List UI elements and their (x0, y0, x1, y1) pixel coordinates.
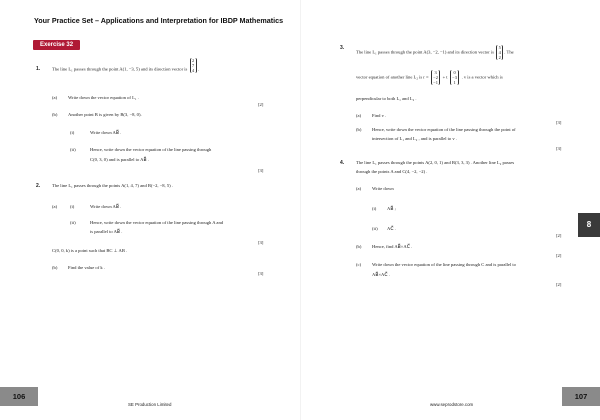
q3-line2a: vector equation of another line L₂ is r = (356, 74, 429, 80)
q3b-marks: [3] (556, 146, 562, 151)
running-header: Your Practice Set – Applications and Interpretation for IBDP Mathematics (34, 16, 284, 25)
q2aii-text2: is parallel to AB⃗ . (90, 229, 123, 234)
q1b-label: (b) (52, 112, 58, 117)
q1a-label: (a) (52, 95, 58, 100)
q2aii-text: Hence, write down the vector equation of the line passing through A and (90, 220, 224, 225)
q1bii-text2: C(0, 3, 0) and is parallel to AB⃗ . (90, 157, 149, 162)
q1bi-text: Write down AB⃗ . (90, 130, 122, 135)
page-gutter (300, 0, 301, 420)
q1bii-label: (ii) (70, 147, 76, 152)
q3-vec-y: 4 (498, 50, 501, 55)
q1bi-label: (i) (70, 130, 75, 135)
q3b-text: Hence, write down the vector equation of the line passing through the point of (372, 127, 516, 132)
q3-v1-x: 3 (434, 70, 437, 75)
q1a-text: Write down the vector equation of L₁ . (68, 95, 139, 100)
q3-v1-y: −2 (433, 75, 438, 80)
q1-vec-z: 4 (192, 68, 195, 73)
q3b-label: (b) (356, 127, 362, 132)
q3-stem-end: . The (504, 49, 514, 55)
q1-vec-y: 7 (192, 63, 195, 68)
question-4-number: 4. (340, 160, 345, 166)
q3-l2-direction-vector (450, 70, 460, 85)
q3-line2c: . v is a vector which is (461, 74, 503, 80)
q3-line2 (356, 70, 503, 85)
q3-vec-x: 5 (498, 45, 501, 50)
q1-stem-text: The line L₁ passes through the point A(1, −3, 5) and its direction vector is (52, 66, 188, 72)
q3-stem-text: The line L₁ passes through the point A(3, −2, −1) and its direction vector is (356, 49, 494, 55)
question-1-stem: The line L₁ passes through the point A(1, −3, 5) and its direction vector is 2 7 4 . (52, 58, 199, 73)
footer-right: www.seprodstore.com (430, 402, 474, 407)
q4a-text: Write down (372, 186, 394, 191)
question-2-number: 2. (36, 183, 41, 189)
q4a-label: (a) (356, 186, 362, 191)
page-number-right: 107 (562, 387, 600, 406)
q3b-text2: intersection of L₁ and L₂ , and is parallel to v . (372, 136, 457, 141)
q1a-marks: [2] (258, 102, 264, 107)
question-3-number: 3. (340, 45, 345, 51)
q3-direction-vector (496, 45, 503, 60)
q2ai-label: (i) (70, 204, 75, 209)
q3-v1-z: −1 (433, 80, 438, 85)
q4ai-text: AB⃗ ; (387, 206, 396, 211)
q2-note: C(0, 0, k) is a point such that BC ⊥ AB . (52, 248, 128, 253)
q4ai-label: (i) (372, 206, 377, 211)
q1b-text: Another point B is given by B(3, −8, 0). (68, 112, 142, 117)
q4c-text: Write down the vector equation of the line passing through C and is parallel to (372, 262, 516, 267)
q2a-label: (a) (52, 204, 58, 209)
q1bii-text: Hence, write down the vector equation of the line passing through (90, 147, 212, 152)
q1bii-marks: [3] (258, 168, 264, 173)
q2ai-text: Write down AB⃗ . (90, 204, 122, 209)
q3-v2-z: 1 (453, 80, 456, 85)
q2b-text: Find the value of k . (68, 265, 105, 270)
q4aii-marks: [2] (556, 233, 562, 238)
q3-vec-z: 2 (498, 55, 501, 60)
q4aii-label: (ii) (372, 226, 378, 231)
q2b-label: (b) (52, 265, 58, 270)
q3a-text: Find v . (372, 113, 387, 118)
question-2-stem: The line L₁ passes through the points A(1, 4, 7) and B(−2, −8, 5) . (52, 183, 173, 188)
page-number-left: 106 (0, 387, 38, 406)
q4c-label: (c) (356, 262, 362, 267)
q2b-marks: [3] (258, 271, 264, 276)
q3a-marks: [3] (556, 120, 562, 125)
q4c-marks: [2] (556, 282, 562, 287)
q3-line3: perpendicular to both L₁ and L₂ . (356, 96, 417, 101)
q2aii-label: (ii) (70, 220, 76, 225)
question-3-stem (356, 45, 514, 60)
chapter-tab: 8 (578, 213, 600, 237)
q4aii-text: AC⃗ . (387, 226, 396, 231)
q4b-label: (b) (356, 244, 362, 249)
question-1-number: 1. (36, 66, 41, 72)
q4b-marks: [2] (556, 253, 562, 258)
q3-v2-y: −3 (452, 75, 457, 80)
q3-v2-x: 0 (453, 70, 456, 75)
q1-vec-x: 2 (192, 58, 195, 63)
exercise-badge: Exercise 32 (33, 40, 80, 50)
question-4-stem2: through the points A and C(4, −2, −2) . (356, 169, 428, 174)
q1-direction-vector (190, 58, 197, 73)
q3a-label: (a) (356, 113, 362, 118)
question-4-stem: The line L₁ passes through the points A(2, 0, 1) and B(3, 3, 3) . Another line L₂ passes (356, 160, 515, 165)
q2aii-marks: [3] (258, 240, 264, 245)
q4b-text: Hence, find AB⃗×AC⃗ . (372, 244, 413, 249)
q3-line2b: + t (442, 74, 448, 80)
q3-l2-point-vector (431, 70, 441, 85)
q4c-text2: AB⃗×AC⃗ . (372, 272, 390, 277)
footer-left: SE Production Limited (128, 402, 172, 407)
